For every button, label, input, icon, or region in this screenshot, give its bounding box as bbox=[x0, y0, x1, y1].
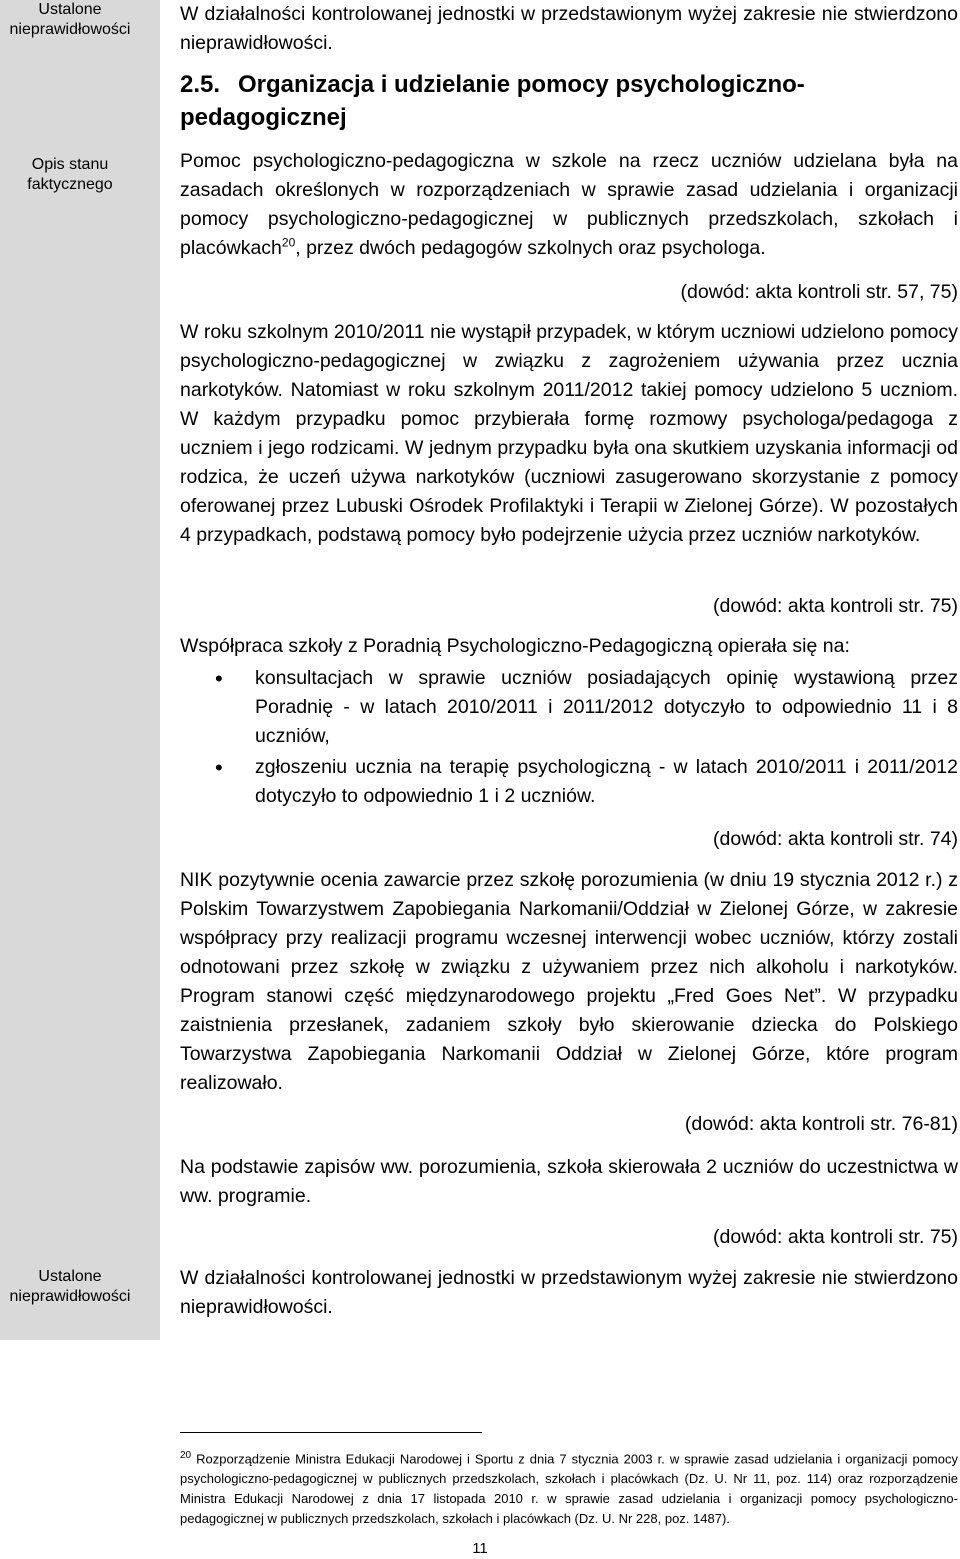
section-heading bbox=[180, 68, 958, 134]
footnote-text: Rozporządzenie Ministra Edukacji Narodowej i Sportu z dnia 7 stycznia 2003 r. w sprawie zasad udzielania i organizacji pomocy psychologiczno-pedagogicznej w publicznych przedszkolach, szkołach i placówkach (Dz. U. Nr 11, poz. 114) oraz rozporządzenie Ministra Edukacji Narodowej z dnia 17 listopada 2010 r. w sprawie zasad udzielania i organizacji pomocy psychologiczno-pedagogicznej w publicznych przedszkolach, szkołach i placówkach (Dz. U. Nr 228, poz. 1487). bbox=[180, 1451, 958, 1527]
sidebar-label-findings-bottom: Ustalone nieprawidłowości bbox=[9, 1268, 131, 1305]
bullet-icon: • bbox=[215, 755, 223, 780]
evidence-1: (dowód: akta kontroli str. 57, 75) bbox=[680, 281, 958, 303]
paragraph-5: Na podstawie zapisów ww. porozumienia, szkoła skierowała 2 uczniów do uczestnictwa w ww. programie. bbox=[180, 1156, 958, 1207]
footnote bbox=[180, 1446, 958, 1529]
paragraph-4: NIK pozytywnie ocenia zawarcie przez szkołę porozumienia (w dniu 19 stycznia 2012 r.) z Polskim Towarzystwem Zapobiegania Narkomanii/Oddział w Zielonej Górze, w zakresie współpracy przy realizacji programu wczesnej interwencji wobec uczniów, którzy zostali odnotowani przez szkołę w związku z używaniem przez nich alkoholu i narkotyków. Program stanowi część międzynarodowego projektu „Fred Goes Net”. W przypadku zaistnienia przesłanek, zadaniem szkoły było skierowanie dziecka do Polskiego Towarzystwa Zapobiegania Narkomanii Oddział w Zielonej Górze, które program realizowało. bbox=[180, 869, 958, 1094]
paragraph-1-text: Pomoc psychologiczno-pedagogiczna w szkole na rzecz uczniów udzielana była na zasadach określonych w rozporządzeniach w sprawie zasad udzielania i organizacji pomocy psychologiczno-pedagogicznej w publicznych przedszkolach, szkołach i placówkach bbox=[180, 150, 958, 259]
list-item bbox=[215, 753, 958, 811]
sidebar-label-findings-top: Ustalone nieprawidłowości bbox=[9, 1, 131, 38]
evidence-5: (dowód: akta kontroli str. 75) bbox=[713, 1226, 958, 1248]
margin-sidebar bbox=[0, 0, 160, 1340]
footnote-ref: 20 bbox=[281, 235, 296, 250]
page-number: 11 bbox=[472, 1540, 488, 1557]
paragraph-2: W roku szkolnym 2010/2011 nie wystąpił przypadek, w którym uczniowi udzielono pomocy psychologiczno-pedagogicznej w związku z zagrożeniem używania przez ucznia narkotyków. Natomiast w roku szkolnym 2011/2012 takiej pomocy udzielono 5 uczniom. W każdym przypadku pomoc przybierała formę rozmowy psychologa/pedagoga z uczniem i jego rodzicami. W jednym przypadku była ona skutkiem uzyskania informacji od rodzica, że uczeń używa narkotyków (uczniowi zasugerowano skorzystanie z pomocy oferowanej przez Lubuski Ośrodek Profilaktyki i Terapii w Zielonej Górze). W pozostałych 4 przypadkach, podstawą pomocy było podejrzenie użycia przez uczniów narkotyków. bbox=[180, 321, 958, 546]
paragraph-1 bbox=[180, 147, 958, 263]
sidebar-label-facts: Opis stanu faktycznego bbox=[27, 156, 113, 193]
evidence-2: (dowód: akta kontroli str. 75) bbox=[713, 595, 958, 617]
list-item-text: zgłoszeniu ucznia na terapię psychologiczną - w latach 2010/2011 i 2011/2012 dotyczyło to odpowiednio 1 i 2 uczniów. bbox=[255, 756, 958, 807]
evidence-4: (dowód: akta kontroli str. 76-81) bbox=[684, 1113, 958, 1135]
paragraph-3: Współpraca szkoły z Poradnią Psychologiczno-Pedagogiczną opierała się na: bbox=[180, 635, 850, 657]
list-item-text: konsultacjach w sprawie uczniów posiadających opinię wystawioną przez Poradnię - w latach 2010/2011 i 2011/2012 dotyczyło to odpowiednio 11 i 8 uczniów, bbox=[255, 667, 958, 747]
paragraph-1-tail: , przez dwóch pedagogów szkolnych oraz psychologa. bbox=[295, 237, 766, 259]
evidence-3: (dowód: akta kontroli str. 74) bbox=[713, 828, 958, 850]
paragraph-6: W działalności kontrolowanej jednostki w przedstawionym wyżej zakresie nie stwierdzono nieprawidłowości. bbox=[180, 1267, 958, 1318]
cooperation-list bbox=[215, 664, 958, 813]
footnote-number: 20 bbox=[180, 1450, 192, 1461]
bullet-icon: • bbox=[215, 666, 223, 691]
list-item bbox=[215, 664, 958, 751]
section-title: Organizacja i udzielanie pomocy psychologiczno-pedagogicznej bbox=[180, 71, 805, 131]
section-number: 2.5. bbox=[180, 71, 221, 98]
intro-paragraph: W działalności kontrolowanej jednostki w przedstawionym wyżej zakresie nie stwierdzono nieprawidłowości. bbox=[180, 3, 958, 54]
footnote-divider bbox=[180, 1432, 482, 1433]
